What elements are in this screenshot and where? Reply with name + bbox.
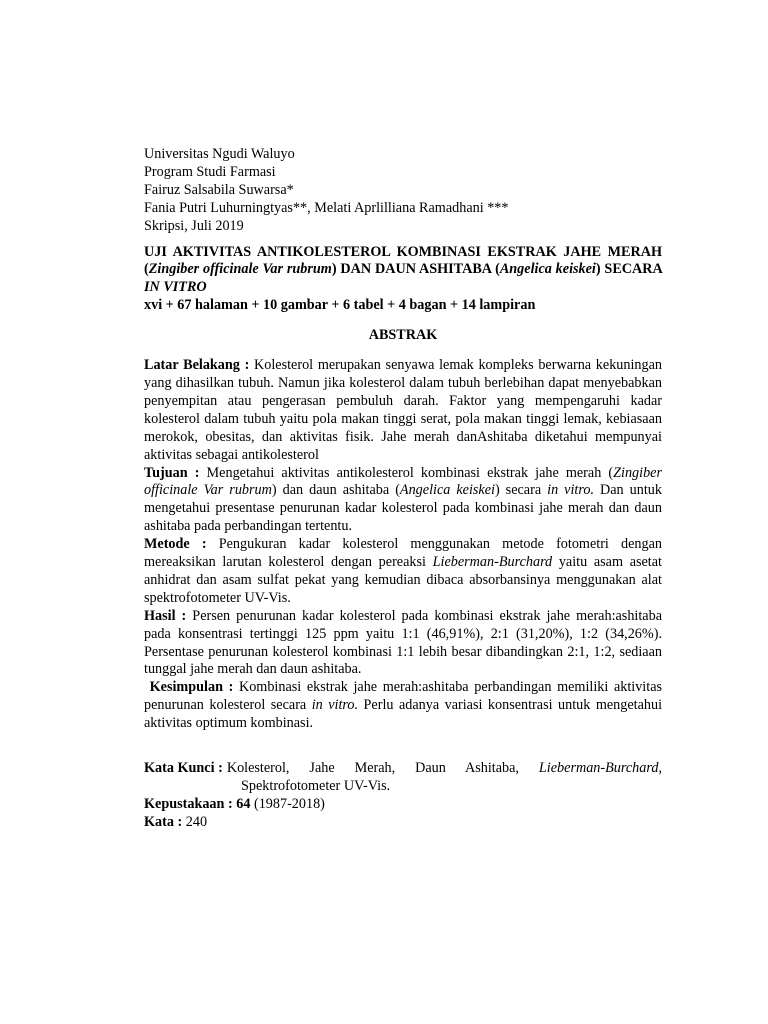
references-line: [144, 796, 662, 814]
kesimpulan-text: Kombinasi ekstrak jahe merah:ashitaba perbandingan memiliki aktivitas penurunan kolesterol secara: [144, 679, 663, 714]
university-name: Universitas Ngudi Waluyo: [144, 146, 295, 162]
keywords-text-italic: Lieberman-Burchard: [538, 760, 659, 777]
header-block: [144, 146, 662, 236]
keywords-line: [223, 760, 662, 778]
keywords-continuation: Spektrofotometer UV-Vis.: [241, 778, 391, 794]
hasil-paragraph: [144, 608, 662, 680]
title-part-italic: Angelica keiskei: [499, 261, 596, 278]
keywords-text: Kolesterol, Jahe Merah, Daun Ashitaba,: [226, 760, 539, 777]
keywords-block: [144, 760, 662, 796]
tujuan-text: ) dan daun ashitaba (: [271, 482, 400, 499]
references-count: 64: [232, 795, 251, 812]
abstract-heading: ABSTRAK: [368, 327, 438, 344]
references-range: (1987-2018): [250, 795, 325, 812]
thesis-date: Skripsi, Juli 2019: [144, 217, 244, 234]
hasil-label: Hasil :: [144, 607, 187, 624]
title-part: UJI AKTIVITAS ANTIKOLESTEROL KOMBINASI EKSTRAK JAHE MERAH (: [144, 243, 662, 278]
keywords-text: ,: [658, 760, 662, 777]
metode-label: Metode :: [144, 536, 207, 553]
tujuan-paragraph: [144, 465, 662, 537]
advisor-names: Fania Putri Luhurningtyas**, Melati Aprlilliana Ramadhani ***: [144, 199, 509, 216]
kesimpulan-label: Kesimpulan :: [149, 679, 234, 696]
metode-text: yaitu asam asetat anhidrat dan asam sulfat pekat yang kemudian dibaca absorbansinya menggunakan alat spektrofotometer UV-Vis.: [144, 554, 662, 606]
page-count-line: xvi + 67 halaman + 10 gambar + 6 tabel + 4 bagan + 14 lampiran: [144, 297, 536, 314]
word-count-line: [144, 814, 662, 832]
kesimpulan-text: Perlu adanya variasi konsentrasi untuk mengetahui aktivitas optimum kombinasi.: [144, 697, 663, 732]
word-count-label: Kata :: [144, 813, 183, 830]
title-part: ) DAN DAUN ASHITABA (: [331, 261, 500, 278]
tujuan-label: Tujuan :: [144, 464, 200, 481]
document-page: [144, 146, 662, 832]
metode-text-italic: Lieberman-Burchard: [432, 554, 553, 571]
tujuan-text: Dan untuk mengetahui presentase penurunan kadar kolesterol pada kombinasi jahe merah dan daun ashitaba pada perbandingan tertentu.: [144, 482, 662, 535]
tujuan-text-italic: in vitro.: [547, 482, 594, 499]
study-program: Program Studi Farmasi: [144, 163, 276, 180]
tujuan-text: ) secara: [494, 482, 548, 499]
title-part-italic: IN VITRO: [144, 279, 207, 296]
tujuan-text: Mengetahui aktivitas antikolesterol kombinasi ekstrak jahe merah (: [199, 464, 614, 481]
keywords-row: [144, 760, 662, 778]
latar-belakang-label: Latar Belakang :: [144, 357, 250, 374]
metode-paragraph: [144, 536, 662, 608]
tujuan-text-italic: Zingiber officinale Var rubrum: [144, 464, 662, 499]
references-label: Kepustakaan :: [144, 795, 233, 812]
hasil-text: Persen penurunan kadar kolesterol pada kombinasi ekstrak jahe merah:ashitaba pada konsentrasi tertinggi 125 ppm yaitu 1:1 (46,91%), 2:1 (31,20%), 1:2 (34,26%). Persentase penurunan kolesterol kombinasi 1:1 lebih besar dibandingkan 2:1, 1:2, sediaan tunggal jahe merah dan daun ashitaba.: [144, 607, 662, 678]
title-part: ) SECARA: [595, 261, 662, 278]
metode-text: Pengukuran kadar kolesterol menggunakan metode fotometri dengan mereaksikan larutan kolesterol dengan pereaksi: [144, 536, 662, 571]
kesimpulan-text-italic: in vitro.: [311, 697, 359, 714]
keywords-label: Kata Kunci :: [144, 760, 223, 777]
kesimpulan-paragraph: [144, 679, 662, 733]
latar-belakang-paragraph: [144, 357, 662, 464]
title-part-italic: Zingiber officinale Var rubrum: [148, 261, 332, 278]
word-count-value: 240: [182, 813, 208, 830]
thesis-title: [144, 244, 662, 298]
tujuan-text-italic: Angelica keiskei: [399, 482, 495, 499]
latar-belakang-text: Kolesterol merupakan senyawa lemak kompleks berwarna kekuningan yang dihasilkan tubuh. Namun jika kolesterol dalam tubuh berlebihan dapat menyebabkan penyempitan atau pengerasan pembuluh darah. Faktor yang mempengaruhi kadar kolesterol dalam tubuh yaitu pola makan tinggi serat, pola makan tinggi lemak, kebiasaan merokok, obesitas, dan aktivitas fisik. Jahe merah danAshitaba diketahui mempunyai aktivitas sebagai antikolesterol: [144, 357, 662, 463]
author-name: Fairuz Salsabila Suwarsa*: [144, 181, 294, 198]
